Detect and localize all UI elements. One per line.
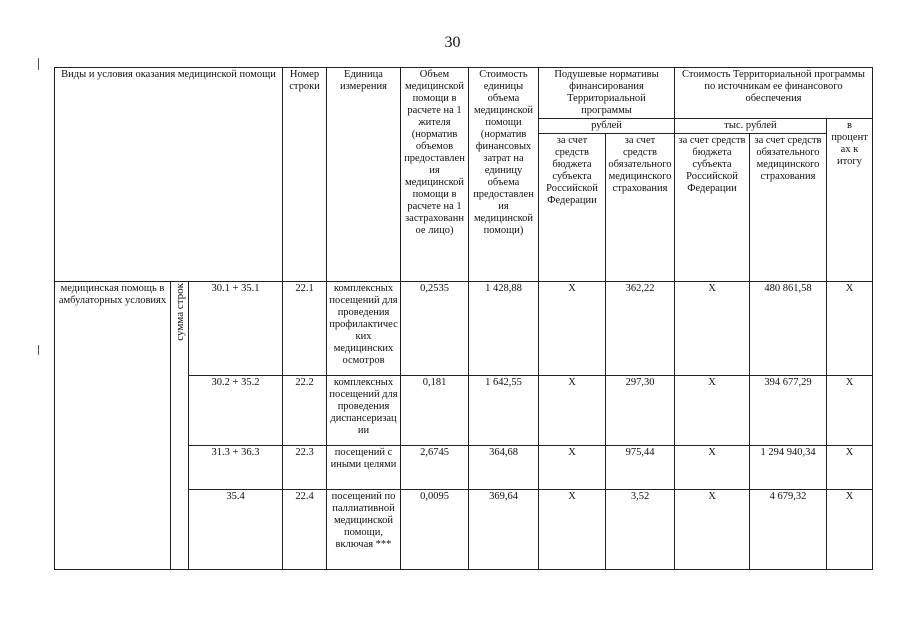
table-row — [55, 282, 873, 376]
row-budget-rub: X — [539, 446, 606, 490]
row-oms-rub: 3,52 — [606, 490, 675, 570]
row-oms-rub: 975,44 — [606, 446, 675, 490]
row-percent: X — [827, 490, 873, 570]
row-budget-rub: X — [539, 282, 606, 376]
row-unit: посещений по паллиативной медицинской помощи, включая *** — [327, 490, 401, 570]
financing-table — [54, 67, 873, 570]
header-rubles: рублей — [539, 119, 675, 134]
sum-label-cell — [171, 282, 189, 570]
row-budget-rub: X — [539, 490, 606, 570]
row-volume: 0,2535 — [401, 282, 469, 376]
row-number: 22.2 — [283, 376, 327, 446]
row-formula: 31.3 + 36.3 — [189, 446, 283, 490]
row-formula: 35.4 — [189, 490, 283, 570]
header-oms-thr: за счет средств обязательного медицинского страхования — [750, 134, 827, 282]
row-formula: 30.1 + 35.1 — [189, 282, 283, 376]
header-budget-thr: за счет средств бюджета субъекта Российской Федерации — [675, 134, 750, 282]
row-unit: комплексных посещений для проведения профилактических медицинских осмотров — [327, 282, 401, 376]
row-number: 22.3 — [283, 446, 327, 490]
row-cost: 1 642,55 — [469, 376, 539, 446]
group-label: медицинская помощь в амбулаторных условиях — [55, 282, 171, 570]
header-cost: Стоимость единицы объема медицинской помощи (норматив финансовых затрат на единицу объема предоставления медицинской помощи) — [469, 68, 539, 282]
margin-mark — [38, 345, 39, 355]
row-percent: X — [827, 446, 873, 490]
row-budget-rub: X — [539, 376, 606, 446]
row-volume: 0,0095 — [401, 490, 469, 570]
row-oms-thr: 394 677,29 — [750, 376, 827, 446]
row-oms-rub: 297,30 — [606, 376, 675, 446]
header-type: Виды и условия оказания медицинской помощи — [55, 68, 283, 282]
row-cost: 1 428,88 — [469, 282, 539, 376]
row-oms-thr: 1 294 940,34 — [750, 446, 827, 490]
row-oms-thr: 4 679,32 — [750, 490, 827, 570]
row-budget-thr: X — [675, 446, 750, 490]
row-formula: 30.2 + 35.2 — [189, 376, 283, 446]
row-percent: X — [827, 282, 873, 376]
header-row-number: Номер строки — [283, 68, 327, 282]
row-number: 22.1 — [283, 282, 327, 376]
row-unit: посещений с иными целями — [327, 446, 401, 490]
row-cost: 369,64 — [469, 490, 539, 570]
header-percent: в процентах к итогу — [827, 119, 873, 282]
sum-label: сумма строк — [173, 283, 186, 341]
margin-mark — [38, 58, 39, 70]
row-oms-rub: 362,22 — [606, 282, 675, 376]
row-cost: 364,68 — [469, 446, 539, 490]
page-number: 30 — [444, 34, 461, 51]
header-volume: Объем медицинской помощи в расчете на 1 жителя (норматив объемов предоставления медицинской помощи в расчете на 1 застрахованное лицо) — [401, 68, 469, 282]
row-volume: 0,181 — [401, 376, 469, 446]
header-budget-rub: за счет средств бюджета субъекта Российской Федерации — [539, 134, 606, 282]
row-unit: комплексных посещений для проведения диспансеризации — [327, 376, 401, 446]
row-budget-thr: X — [675, 376, 750, 446]
header-thousand-rubles: тыс. рублей — [675, 119, 827, 134]
row-budget-thr: X — [675, 490, 750, 570]
header-per-capita: Подушевые нормативы финансирования Территориальной программы — [539, 68, 675, 119]
header-oms-rub: за счет средств обязательного медицинского страхования — [606, 134, 675, 282]
row-number: 22.4 — [283, 490, 327, 570]
header-unit: Единица измерения — [327, 68, 401, 282]
row-budget-thr: X — [675, 282, 750, 376]
header-territorial-cost: Стоимость Территориальной программы по источникам ее финансового обеспечения — [675, 68, 873, 119]
row-oms-thr: 480 861,58 — [750, 282, 827, 376]
row-volume: 2,6745 — [401, 446, 469, 490]
row-percent: X — [827, 376, 873, 446]
